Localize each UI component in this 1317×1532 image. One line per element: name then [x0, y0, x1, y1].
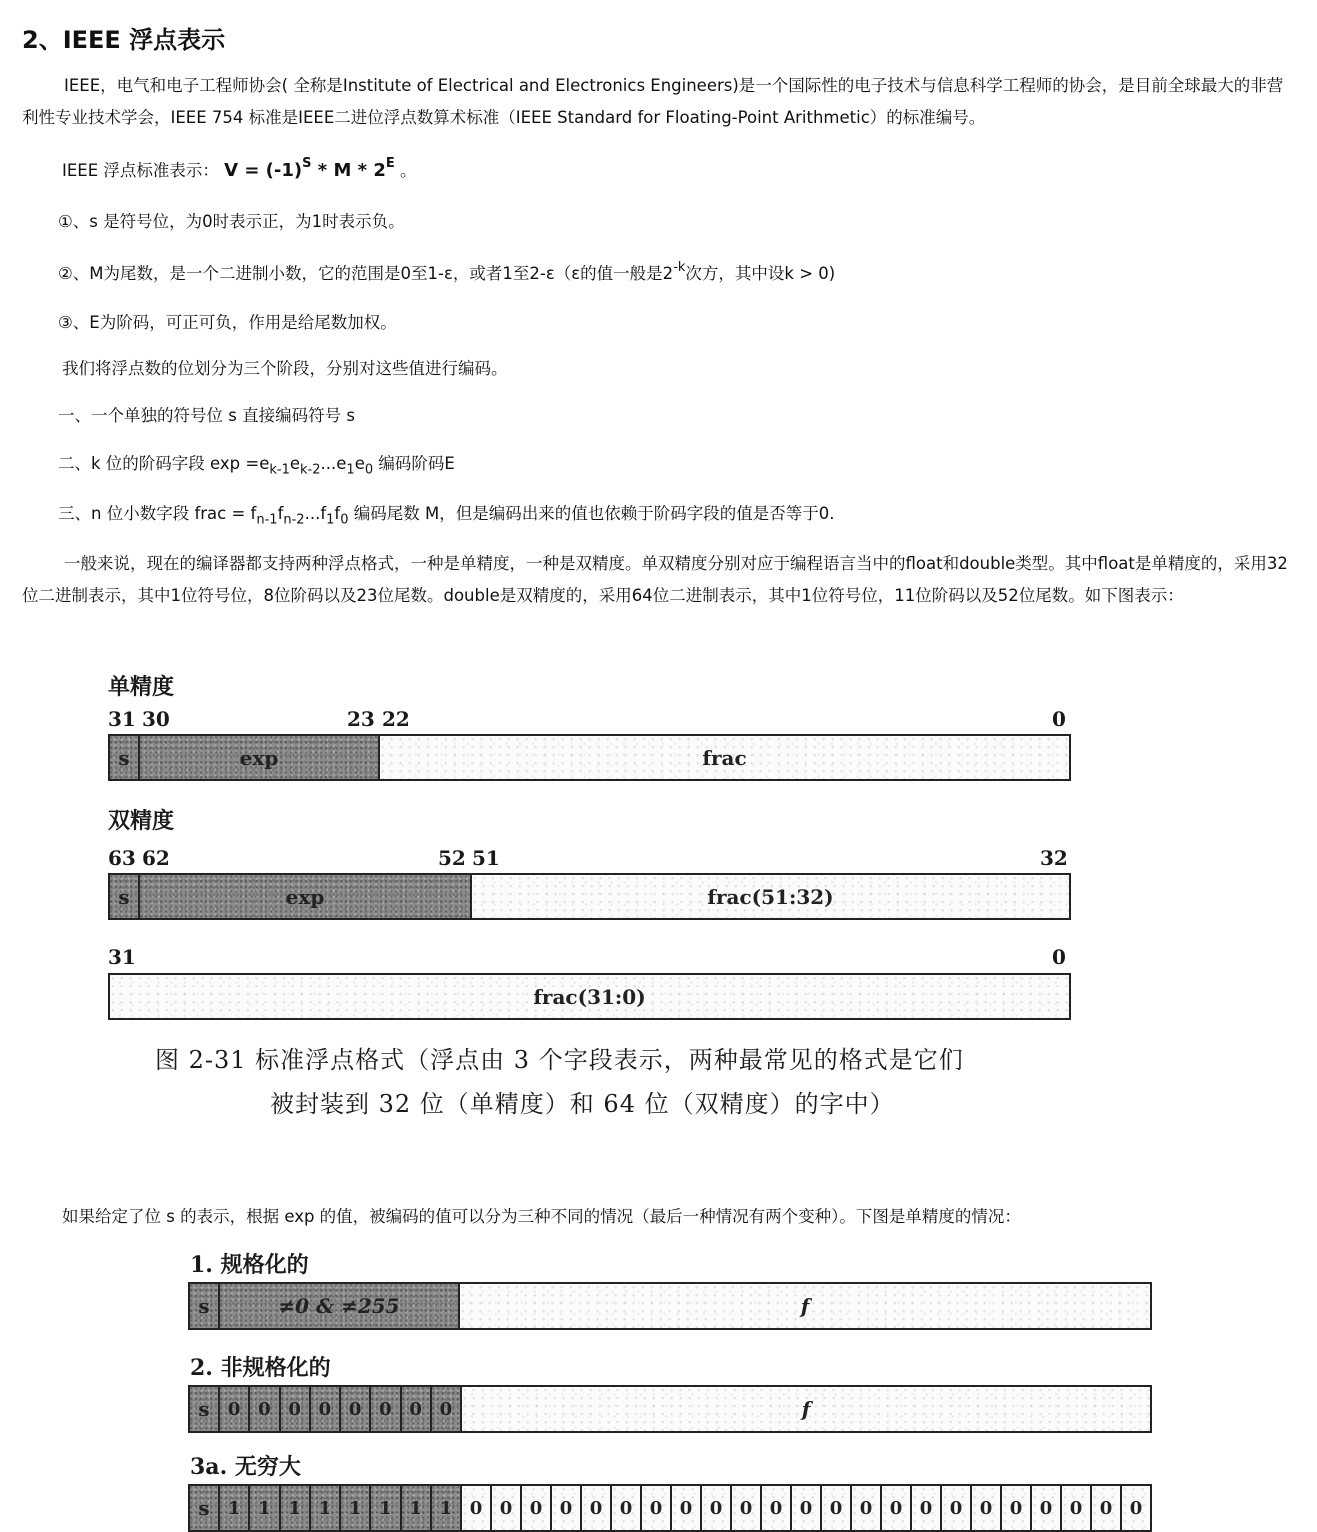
frac-bits — [462, 1486, 1150, 1530]
intro-paragraph: IEEE，电气和电子工程师协会( 全称是Institute of Electrical and Electronics Engineers)是一个国际性的电子技术与信息科学工程师的协会，是目前全球最大的非营利性专业技术学会，IEEE 754 标准是IEEE二进位浮点数算术标准（IEEE Standard for Floating-Point Arithmetic）的标准编号。 — [22, 76, 1284, 127]
bit-cell: 0 — [552, 1486, 582, 1530]
point-exponent: ③、E为阶码，可正可负，作用是给尾数加权。 — [58, 313, 397, 332]
point-sign-bit: ①、s 是符号位，为0时表示正，为1时表示负。 — [58, 212, 405, 231]
point-mantissa: ②、M为尾数，是一个二进制小数，它的范围是0至1-ε，或者1至2-ε（ε的值一般是$2^{-k}$次方，其中设k > 0) — [58, 259, 836, 283]
bit-cell: 0 — [582, 1486, 612, 1530]
bit-cell: 0 — [1062, 1486, 1092, 1530]
bit-cell: 0 — [1092, 1486, 1122, 1530]
formula-line: IEEE 浮点标准表示： $V = (-1)^S * M * 2^E$ 。 — [62, 156, 417, 181]
bit-cell: 0 — [912, 1486, 942, 1530]
bit-cell: 0 — [942, 1486, 972, 1530]
frac-field: f — [462, 1387, 1150, 1431]
figure-caption-line2: 被封装到 32 位（单精度）和 64 位（双精度）的字中） — [270, 1090, 895, 1118]
bit-cell: 0 — [822, 1486, 852, 1530]
double-precision-high-layout — [108, 873, 1071, 920]
bit-cell: 0 — [642, 1486, 672, 1530]
stages-intro: 我们将浮点数的位划分为三个阶段，分别对这些值进行编码。 — [62, 359, 508, 378]
case-normalized-title: 1. 规格化的 — [190, 1252, 309, 1278]
stage-sign: 一、一个单独的符号位 s 直接编码符号 s — [58, 406, 355, 425]
formula: $V = (-1)^S * M * 2^E$ — [224, 156, 395, 181]
exp-field: exp — [140, 875, 472, 918]
stage-frac: 三、n 位小数字段 frac = $f_{n-1}f_{n-2}...f_1f_0$ 编码尾数 M，但是编码出来的值也依赖于阶码字段的值是否等于0. — [58, 504, 835, 528]
bit-cell: 0 — [281, 1387, 311, 1431]
sign-field: s — [110, 736, 140, 779]
formula-label: IEEE 浮点标准表示： — [62, 161, 219, 180]
bit-cell: 1 — [341, 1486, 371, 1530]
stage-exp: 二、k 位的阶码字段 $\exp =e_{k-1}e_{k-2}...e_1e_0$ 编码阶码E — [58, 454, 455, 478]
sign-field: s — [190, 1387, 220, 1431]
section-heading: 2、IEEE 浮点表示 — [22, 26, 226, 54]
bit-label: 30 — [142, 707, 170, 731]
double-precision-low-layout — [108, 973, 1071, 1020]
bit-cell: 0 — [1032, 1486, 1062, 1530]
single-precision-title: 单精度 — [108, 674, 175, 700]
bit-cell: 0 — [882, 1486, 912, 1530]
frac-low-field: frac(31:0) — [110, 975, 1069, 1018]
bit-cell: 0 — [492, 1486, 522, 1530]
frac-field: f — [460, 1284, 1150, 1328]
bit-label: 31 — [108, 707, 136, 731]
bit-cell: 0 — [852, 1486, 882, 1530]
bit-cell: 1 — [311, 1486, 341, 1530]
case-denormalized-title: 2. 非规格化的 — [190, 1355, 331, 1381]
bit-label: 31 — [108, 945, 136, 969]
bit-cell: 0 — [402, 1387, 432, 1431]
bit-label: 22 — [382, 707, 410, 731]
exp-field: exp — [140, 736, 380, 779]
case-infinity-title: 3a. 无穷大 — [190, 1454, 301, 1480]
bit-label: 23 — [347, 707, 375, 731]
bit-cell: 0 — [341, 1387, 371, 1431]
case-normalized-layout — [188, 1282, 1152, 1330]
exp-bits — [220, 1387, 462, 1431]
bit-cell: 0 — [1002, 1486, 1032, 1530]
bit-cell: 0 — [792, 1486, 822, 1530]
cases-paragraph: 如果给定了位 s 的表示，根据 exp 的值，被编码的值可以分为三种不同的情况（最后一种情况有两个变种）。下图是单精度的情况： — [62, 1207, 1021, 1226]
single-precision-layout — [108, 734, 1071, 781]
bit-cell: 0 — [762, 1486, 792, 1530]
frac-high-field: frac(51:32) — [472, 875, 1069, 918]
bit-label: 32 — [1040, 846, 1068, 870]
bit-cell: 0 — [1122, 1486, 1150, 1530]
exp-field: ≠0 & ≠255 — [220, 1284, 460, 1328]
bit-cell: 0 — [220, 1387, 250, 1431]
bit-cell: 1 — [281, 1486, 311, 1530]
bit-label: 62 — [142, 846, 170, 870]
bit-cell: 0 — [311, 1387, 341, 1431]
bit-label: 63 — [108, 846, 136, 870]
bit-cell: 0 — [432, 1387, 460, 1431]
formats-paragraph: 一般来说，现在的编译器都支持两种浮点格式，一种是单精度，一种是双精度。单双精度分别对应于编程语言当中的float和double类型。其中float是单精度的，采用32位二进制表示，其中1位符号位，8位阶码以及23位尾数。double是双精度的，采用64位二进制表示，其中1位符号位，11位阶码以及52位尾数。如下图表示： — [22, 554, 1288, 605]
bit-cell: 0 — [672, 1486, 702, 1530]
bit-cell: 0 — [972, 1486, 1002, 1530]
bit-cell: 1 — [402, 1486, 432, 1530]
bit-cell: 1 — [250, 1486, 280, 1530]
bit-cell: 0 — [371, 1387, 401, 1431]
bit-cell: 0 — [702, 1486, 732, 1530]
bit-label: 0 — [1052, 945, 1066, 969]
bit-cell: 1 — [220, 1486, 250, 1530]
sign-field: s — [190, 1486, 220, 1530]
case-infinity-layout — [188, 1484, 1152, 1532]
bit-cell: 0 — [732, 1486, 762, 1530]
sign-field: s — [110, 875, 140, 918]
sign-field: s — [190, 1284, 220, 1328]
bit-cell: 0 — [250, 1387, 280, 1431]
exp-bits — [220, 1486, 462, 1530]
bit-cell: 0 — [522, 1486, 552, 1530]
bit-label: 51 — [472, 846, 500, 870]
figure-caption-line1: 图 2-31 标准浮点格式（浮点由 3 个字段表示，两种最常见的格式是它们 — [155, 1046, 964, 1074]
bit-cell: 1 — [432, 1486, 460, 1530]
bit-label: 0 — [1052, 707, 1066, 731]
bit-cell: 0 — [462, 1486, 492, 1530]
double-precision-title: 双精度 — [108, 808, 175, 834]
bit-cell: 1 — [371, 1486, 401, 1530]
bit-cell: 0 — [612, 1486, 642, 1530]
bit-label: 52 — [438, 846, 466, 870]
case-denormalized-layout — [188, 1385, 1152, 1433]
frac-field: frac — [380, 736, 1069, 779]
